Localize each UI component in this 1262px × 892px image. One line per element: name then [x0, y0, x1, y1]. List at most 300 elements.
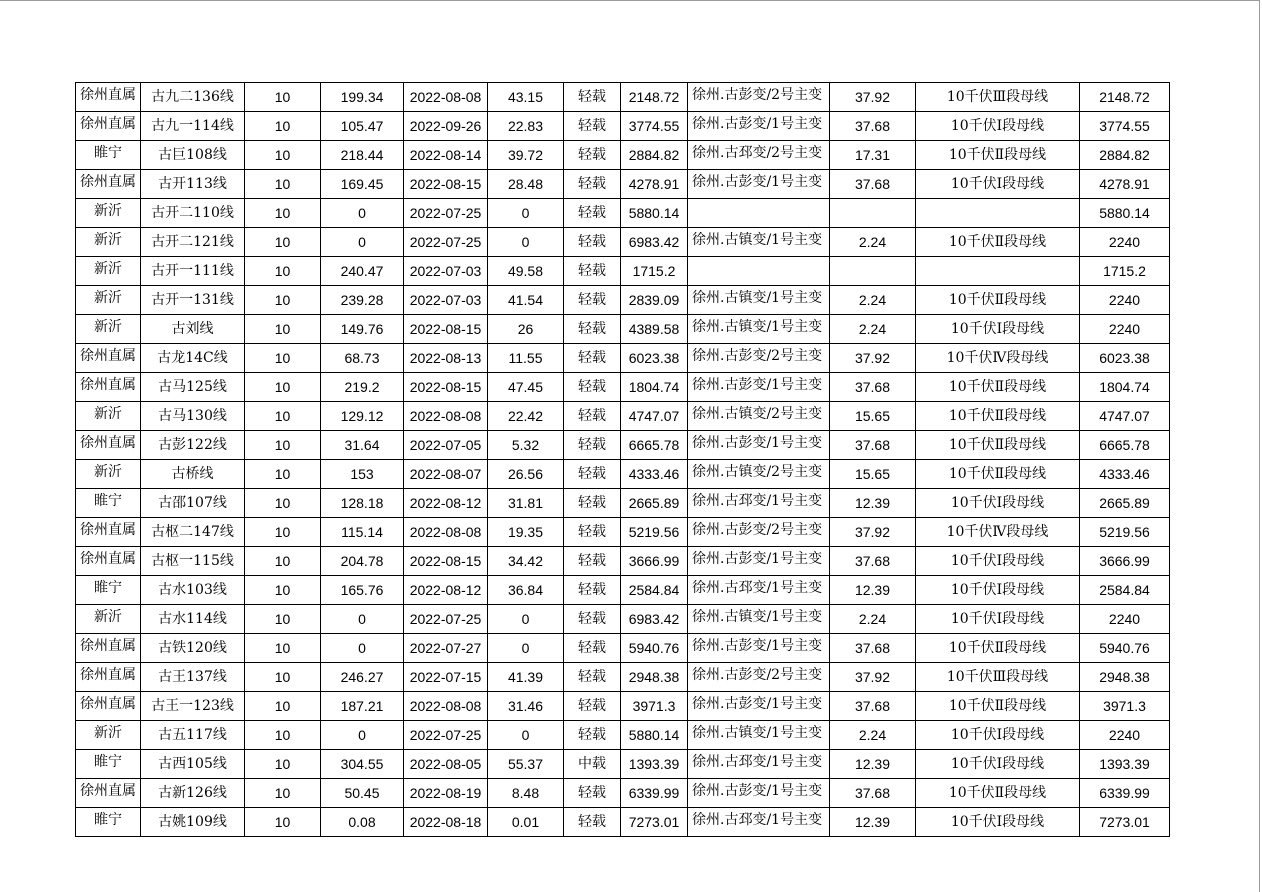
available-capacity-cell: 4333.46 [1080, 460, 1170, 489]
rate-cell: 28.48 [488, 170, 564, 199]
load-status-cell: 轻载 [564, 692, 621, 721]
value-cell: 0.08 [321, 808, 404, 837]
transformer-cell [688, 547, 830, 576]
value-cell: 218.44 [321, 141, 404, 170]
region-cell [76, 489, 141, 518]
available-capacity-cell: 2584.84 [1080, 576, 1170, 605]
transformer-cell [688, 489, 830, 518]
load-status-cell: 轻载 [564, 808, 621, 837]
region-cell-text: 新沂 [94, 464, 122, 480]
region-cell-text: 新沂 [94, 261, 122, 277]
line-name-cell: 古桥线 [141, 460, 245, 489]
value-cell: 239.28 [321, 286, 404, 315]
voltage-cell: 10 [245, 141, 321, 170]
table-row [76, 460, 1170, 489]
capacity-cell: 5880.14 [621, 721, 688, 750]
available-capacity-cell: 1804.74 [1080, 373, 1170, 402]
region-cell [76, 721, 141, 750]
table-row [76, 779, 1170, 808]
rate-cell: 41.39 [488, 663, 564, 692]
bus-cell: 10千伏Ⅰ段母线 [916, 721, 1080, 750]
load-status-cell: 轻载 [564, 83, 621, 112]
transformer-cell [688, 692, 830, 721]
capacity-cell: 2148.72 [621, 83, 688, 112]
capacity-cell: 2839.09 [621, 286, 688, 315]
line-name-cell: 古西105线 [141, 750, 245, 779]
transformer-value-cell: 2.24 [830, 228, 916, 257]
rate-cell: 26.56 [488, 460, 564, 489]
available-capacity-cell: 2884.82 [1080, 141, 1170, 170]
date-cell: 2022-08-08 [404, 83, 488, 112]
region-cell [76, 750, 141, 779]
capacity-cell: 4333.46 [621, 460, 688, 489]
transformer-cell-text: 徐州.古邳变/1号主变 [692, 580, 823, 596]
table-row [76, 83, 1170, 112]
line-name-cell: 古邵107线 [141, 489, 245, 518]
voltage-cell: 10 [245, 750, 321, 779]
table-row [76, 489, 1170, 518]
region-cell-text: 睢宁 [94, 493, 122, 509]
value-cell: 165.76 [321, 576, 404, 605]
date-cell: 2022-07-25 [404, 199, 488, 228]
bus-cell: 10千伏Ⅰ段母线 [916, 576, 1080, 605]
transformer-cell [688, 141, 830, 170]
load-status-cell: 轻载 [564, 228, 621, 257]
voltage-cell: 10 [245, 112, 321, 141]
line-name-cell: 古九一114线 [141, 112, 245, 141]
voltage-cell: 10 [245, 83, 321, 112]
transformer-cell [688, 228, 830, 257]
region-cell [76, 257, 141, 286]
load-status-cell: 轻载 [564, 547, 621, 576]
capacity-cell: 6665.78 [621, 431, 688, 460]
transformer-value-cell: 2.24 [830, 721, 916, 750]
transformer-value-cell: 37.68 [830, 373, 916, 402]
rate-cell: 47.45 [488, 373, 564, 402]
region-cell-text: 新沂 [94, 232, 122, 248]
date-cell: 2022-08-12 [404, 489, 488, 518]
bus-cell: 10千伏Ⅱ段母线 [916, 286, 1080, 315]
transformer-value-cell: 12.39 [830, 750, 916, 779]
data-table [75, 82, 1170, 837]
line-name-cell: 古开113线 [141, 170, 245, 199]
load-status-cell: 轻载 [564, 141, 621, 170]
line-name-cell: 古开二110线 [141, 199, 245, 228]
table-row [76, 257, 1170, 286]
region-cell-text: 新沂 [94, 203, 122, 219]
rate-cell: 0 [488, 634, 564, 663]
rate-cell: 19.35 [488, 518, 564, 547]
transformer-cell-text: 徐州.古彭变/2号主变 [692, 87, 823, 103]
rate-cell: 34.42 [488, 547, 564, 576]
transformer-cell-text: 徐州.古彭变/1号主变 [692, 696, 823, 712]
region-cell-text: 睢宁 [94, 145, 122, 161]
capacity-cell: 3666.99 [621, 547, 688, 576]
transformer-cell-text: 徐州.古邳变/1号主变 [692, 812, 823, 828]
date-cell: 2022-07-27 [404, 634, 488, 663]
available-capacity-cell: 2240 [1080, 721, 1170, 750]
transformer-cell [688, 112, 830, 141]
date-cell: 2022-08-12 [404, 576, 488, 605]
transformer-cell [688, 518, 830, 547]
region-cell-text: 徐州直属 [80, 638, 136, 654]
transformer-value-cell: 37.92 [830, 344, 916, 373]
region-cell-text: 睢宁 [94, 754, 122, 770]
load-status-cell: 轻载 [564, 518, 621, 547]
rate-cell: 22.83 [488, 112, 564, 141]
transformer-value-cell: 2.24 [830, 605, 916, 634]
transformer-cell [688, 431, 830, 460]
load-status-cell: 轻载 [564, 634, 621, 663]
line-name-cell: 古五117线 [141, 721, 245, 750]
capacity-cell: 1393.39 [621, 750, 688, 779]
capacity-cell: 1804.74 [621, 373, 688, 402]
available-capacity-cell: 1393.39 [1080, 750, 1170, 779]
region-cell-text: 徐州直属 [80, 783, 136, 799]
line-name-cell: 古开一131线 [141, 286, 245, 315]
bus-cell: 10千伏Ⅳ段母线 [916, 344, 1080, 373]
region-cell-text: 新沂 [94, 319, 122, 335]
transformer-cell-text: 徐州.古彭变/1号主变 [692, 116, 823, 132]
table-row [76, 373, 1170, 402]
bus-cell: 10千伏Ⅱ段母线 [916, 373, 1080, 402]
line-name-cell: 古新126线 [141, 779, 245, 808]
transformer-cell [688, 576, 830, 605]
capacity-cell: 4389.58 [621, 315, 688, 344]
value-cell: 204.78 [321, 547, 404, 576]
value-cell: 187.21 [321, 692, 404, 721]
transformer-value-cell: 2.24 [830, 286, 916, 315]
voltage-cell: 10 [245, 489, 321, 518]
rate-cell: 55.37 [488, 750, 564, 779]
load-status-cell: 轻载 [564, 344, 621, 373]
capacity-cell: 7273.01 [621, 808, 688, 837]
region-cell-text: 徐州直属 [80, 667, 136, 683]
voltage-cell: 10 [245, 692, 321, 721]
voltage-cell: 10 [245, 315, 321, 344]
rate-cell: 0.01 [488, 808, 564, 837]
capacity-cell: 2665.89 [621, 489, 688, 518]
value-cell: 0 [321, 228, 404, 257]
region-cell [76, 402, 141, 431]
bus-cell: 10千伏Ⅱ段母线 [916, 431, 1080, 460]
date-cell: 2022-08-05 [404, 750, 488, 779]
transformer-cell-text: 徐州.古镇变/2号主变 [692, 464, 823, 480]
table-row [76, 402, 1170, 431]
line-name-cell: 古王一123线 [141, 692, 245, 721]
load-status-cell: 轻载 [564, 431, 621, 460]
table-row [76, 808, 1170, 837]
load-status-cell: 轻载 [564, 373, 621, 402]
available-capacity-cell: 6023.38 [1080, 344, 1170, 373]
value-cell: 0 [321, 199, 404, 228]
available-capacity-cell: 3971.3 [1080, 692, 1170, 721]
load-status-cell: 轻载 [564, 663, 621, 692]
available-capacity-cell: 2240 [1080, 605, 1170, 634]
rate-cell: 0 [488, 228, 564, 257]
line-name-cell: 古铁120线 [141, 634, 245, 663]
region-cell [76, 547, 141, 576]
bus-cell: 10千伏Ⅱ段母线 [916, 141, 1080, 170]
transformer-value-cell: 15.65 [830, 460, 916, 489]
available-capacity-cell: 5880.14 [1080, 199, 1170, 228]
rate-cell: 49.58 [488, 257, 564, 286]
region-cell [76, 605, 141, 634]
line-name-cell: 古龙14C线 [141, 344, 245, 373]
capacity-cell: 5940.76 [621, 634, 688, 663]
region-cell [76, 373, 141, 402]
transformer-cell-text: 徐州.古彭变/1号主变 [692, 638, 823, 654]
region-cell [76, 634, 141, 663]
available-capacity-cell: 6665.78 [1080, 431, 1170, 460]
capacity-cell: 6339.99 [621, 779, 688, 808]
region-cell [76, 286, 141, 315]
region-cell-text: 睢宁 [94, 580, 122, 596]
transformer-value-cell: 12.39 [830, 808, 916, 837]
value-cell: 50.45 [321, 779, 404, 808]
date-cell: 2022-08-15 [404, 547, 488, 576]
voltage-cell: 10 [245, 257, 321, 286]
date-cell: 2022-08-19 [404, 779, 488, 808]
transformer-value-cell: 37.68 [830, 634, 916, 663]
line-name-cell: 古刘线 [141, 315, 245, 344]
bus-cell: 10千伏Ⅱ段母线 [916, 402, 1080, 431]
capacity-cell: 3971.3 [621, 692, 688, 721]
table-row [76, 692, 1170, 721]
bus-cell: 10千伏Ⅲ段母线 [916, 663, 1080, 692]
table-row [76, 634, 1170, 663]
region-cell-text: 新沂 [94, 406, 122, 422]
value-cell: 129.12 [321, 402, 404, 431]
transformer-cell [688, 460, 830, 489]
transformer-cell [688, 170, 830, 199]
region-cell-text: 徐州直属 [80, 116, 136, 132]
region-cell [76, 83, 141, 112]
bus-cell: 10千伏Ⅰ段母线 [916, 808, 1080, 837]
rate-cell: 0 [488, 605, 564, 634]
date-cell: 2022-08-14 [404, 141, 488, 170]
transformer-cell-text [692, 259, 829, 283]
transformer-cell [688, 634, 830, 663]
voltage-cell: 10 [245, 460, 321, 489]
bus-cell: 10千伏Ⅱ段母线 [916, 692, 1080, 721]
bus-cell: 10千伏Ⅳ段母线 [916, 518, 1080, 547]
region-cell [76, 431, 141, 460]
voltage-cell: 10 [245, 808, 321, 837]
date-cell: 2022-07-25 [404, 228, 488, 257]
rate-cell: 0 [488, 721, 564, 750]
transformer-cell [688, 344, 830, 373]
value-cell: 128.18 [321, 489, 404, 518]
region-cell-text: 徐州直属 [80, 348, 136, 364]
transformer-cell-text: 徐州.古邳变/1号主变 [692, 754, 823, 770]
transformer-cell-text: 徐州.古彭变/1号主变 [692, 377, 823, 393]
date-cell: 2022-08-08 [404, 692, 488, 721]
date-cell: 2022-08-13 [404, 344, 488, 373]
region-cell [76, 199, 141, 228]
capacity-cell: 6023.38 [621, 344, 688, 373]
available-capacity-cell: 2948.38 [1080, 663, 1170, 692]
capacity-cell: 6983.42 [621, 605, 688, 634]
value-cell: 0 [321, 721, 404, 750]
table-row [76, 344, 1170, 373]
table-row [76, 286, 1170, 315]
voltage-cell: 10 [245, 663, 321, 692]
table-row [76, 228, 1170, 257]
voltage-cell: 10 [245, 431, 321, 460]
line-name-cell: 古王137线 [141, 663, 245, 692]
date-cell: 2022-08-07 [404, 460, 488, 489]
line-name-cell: 古马125线 [141, 373, 245, 402]
voltage-cell: 10 [245, 170, 321, 199]
rate-cell: 0 [488, 199, 564, 228]
transformer-value-cell: 2.24 [830, 315, 916, 344]
rate-cell: 43.15 [488, 83, 564, 112]
capacity-cell: 6983.42 [621, 228, 688, 257]
value-cell: 246.27 [321, 663, 404, 692]
value-cell: 240.47 [321, 257, 404, 286]
table-row [76, 112, 1170, 141]
region-cell [76, 460, 141, 489]
line-name-cell: 古枢一115线 [141, 547, 245, 576]
transformer-cell [688, 286, 830, 315]
capacity-cell: 4278.91 [621, 170, 688, 199]
transformer-value-cell: 37.92 [830, 663, 916, 692]
capacity-cell: 1715.2 [621, 257, 688, 286]
transformer-cell-text: 徐州.古彭变/2号主变 [692, 522, 823, 538]
capacity-cell: 5219.56 [621, 518, 688, 547]
load-status-cell: 轻载 [564, 257, 621, 286]
bus-cell: 10千伏Ⅰ段母线 [916, 605, 1080, 634]
rate-cell: 31.46 [488, 692, 564, 721]
load-status-cell: 轻载 [564, 576, 621, 605]
load-status-cell: 轻载 [564, 779, 621, 808]
voltage-cell: 10 [245, 547, 321, 576]
available-capacity-cell: 3666.99 [1080, 547, 1170, 576]
transformer-value-cell [830, 257, 916, 286]
region-cell-text: 徐州直属 [80, 377, 136, 393]
voltage-cell: 10 [245, 402, 321, 431]
transformer-value-cell: 37.68 [830, 170, 916, 199]
table-row [76, 315, 1170, 344]
value-cell: 153 [321, 460, 404, 489]
transformer-value-cell [830, 199, 916, 228]
bus-cell: 10千伏Ⅱ段母线 [916, 634, 1080, 663]
date-cell: 2022-08-15 [404, 373, 488, 402]
value-cell: 199.34 [321, 83, 404, 112]
table-row [76, 750, 1170, 779]
voltage-cell: 10 [245, 779, 321, 808]
region-cell-text: 新沂 [94, 725, 122, 741]
table-row [76, 170, 1170, 199]
table-body [76, 83, 1170, 837]
region-cell [76, 344, 141, 373]
value-cell: 0 [321, 634, 404, 663]
line-name-cell: 古开一111线 [141, 257, 245, 286]
transformer-value-cell: 37.68 [830, 112, 916, 141]
rate-cell: 11.55 [488, 344, 564, 373]
table-row [76, 431, 1170, 460]
region-cell-text: 徐州直属 [80, 522, 136, 538]
available-capacity-cell: 7273.01 [1080, 808, 1170, 837]
voltage-cell: 10 [245, 286, 321, 315]
transformer-cell-text: 徐州.古彭变/1号主变 [692, 435, 823, 451]
load-status-cell: 轻载 [564, 170, 621, 199]
voltage-cell: 10 [245, 518, 321, 547]
region-cell [76, 315, 141, 344]
capacity-cell: 2948.38 [621, 663, 688, 692]
bus-cell: 10千伏Ⅰ段母线 [916, 750, 1080, 779]
available-capacity-cell: 1715.2 [1080, 257, 1170, 286]
transformer-value-cell: 37.68 [830, 547, 916, 576]
transformer-cell-text: 徐州.古彭变/1号主变 [692, 174, 823, 190]
bus-cell: 10千伏Ⅱ段母线 [916, 460, 1080, 489]
date-cell: 2022-07-15 [404, 663, 488, 692]
transformer-cell-text: 徐州.古镇变/1号主变 [692, 290, 823, 306]
line-name-cell: 古巨108线 [141, 141, 245, 170]
value-cell: 304.55 [321, 750, 404, 779]
transformer-value-cell: 37.92 [830, 83, 916, 112]
date-cell: 2022-07-05 [404, 431, 488, 460]
capacity-cell: 2884.82 [621, 141, 688, 170]
value-cell: 68.73 [321, 344, 404, 373]
available-capacity-cell: 5940.76 [1080, 634, 1170, 663]
transformer-cell-text: 徐州.古镇变/1号主变 [692, 609, 823, 625]
available-capacity-cell: 2240 [1080, 228, 1170, 257]
date-cell: 2022-07-03 [404, 257, 488, 286]
rate-cell: 36.84 [488, 576, 564, 605]
transformer-cell [688, 605, 830, 634]
transformer-cell-text: 徐州.古彭变/2号主变 [692, 348, 823, 364]
transformer-cell [688, 199, 830, 228]
value-cell: 115.14 [321, 518, 404, 547]
date-cell: 2022-08-08 [404, 518, 488, 547]
date-cell: 2022-07-03 [404, 286, 488, 315]
transformer-value-cell: 37.68 [830, 779, 916, 808]
available-capacity-cell: 4278.91 [1080, 170, 1170, 199]
available-capacity-cell: 4747.07 [1080, 402, 1170, 431]
value-cell: 169.45 [321, 170, 404, 199]
value-cell: 105.47 [321, 112, 404, 141]
transformer-cell-text: 徐州.古邳变/1号主变 [692, 493, 823, 509]
table-row [76, 576, 1170, 605]
load-status-cell: 轻载 [564, 605, 621, 634]
available-capacity-cell: 5219.56 [1080, 518, 1170, 547]
transformer-cell-text: 徐州.古彭变/2号主变 [692, 667, 823, 683]
region-cell-text: 新沂 [94, 609, 122, 625]
transformer-value-cell: 37.92 [830, 518, 916, 547]
capacity-cell: 4747.07 [621, 402, 688, 431]
load-status-cell: 轻载 [564, 112, 621, 141]
table-row [76, 547, 1170, 576]
transformer-cell-text: 徐州.古镇变/2号主变 [692, 406, 823, 422]
line-name-cell: 古枢二147线 [141, 518, 245, 547]
voltage-cell: 10 [245, 344, 321, 373]
voltage-cell: 10 [245, 721, 321, 750]
bus-cell: 10千伏Ⅱ段母线 [916, 779, 1080, 808]
available-capacity-cell: 6339.99 [1080, 779, 1170, 808]
line-name-cell: 古开二121线 [141, 228, 245, 257]
value-cell: 149.76 [321, 315, 404, 344]
transformer-cell-text: 徐州.古镇变/1号主变 [692, 725, 823, 741]
capacity-cell: 5880.14 [621, 199, 688, 228]
value-cell: 31.64 [321, 431, 404, 460]
table-row [76, 199, 1170, 228]
bus-cell: 10千伏Ⅰ段母线 [916, 315, 1080, 344]
transformer-cell [688, 257, 830, 286]
date-cell: 2022-08-18 [404, 808, 488, 837]
transformer-cell [688, 402, 830, 431]
